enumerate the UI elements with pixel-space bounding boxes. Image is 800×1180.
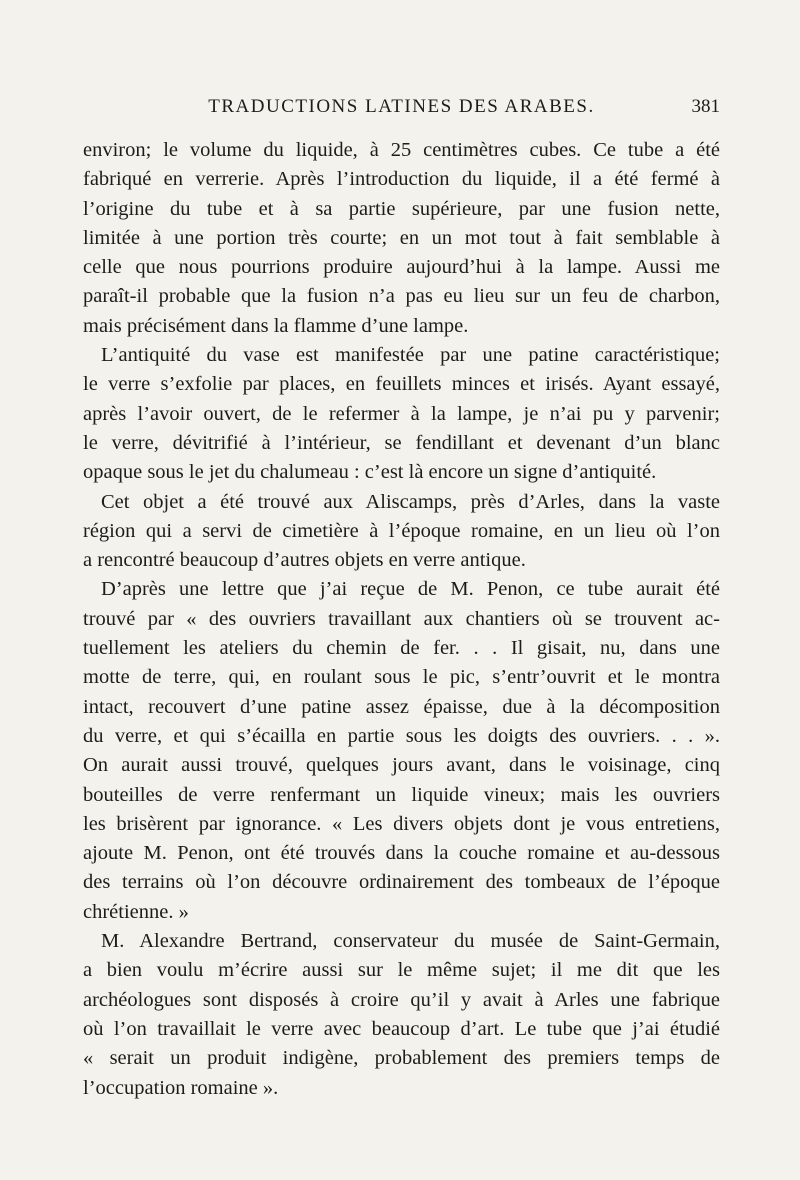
text-line: du verre, et qui s’écailla en partie sous les doigts des ouvriers. . . ».: [83, 724, 720, 747]
text-line: motte de terre, qui, en roulant sous le pic, s’entr’ouvrit et le montra: [83, 666, 720, 689]
text-line: archéologues sont disposés à croire qu’il y avait à Arles une fabrique: [83, 988, 720, 1011]
text-line: le verre, dévitrifié à l’intérieur, se fendillant et devenant d’un blanc: [83, 431, 720, 454]
text-line: celle que nous pourrions produire aujourd’hui à la lampe. Aussi me: [83, 256, 720, 279]
text-line: tuellement les ateliers du chemin de fer. . . Il gisait, nu, dans une: [83, 637, 720, 660]
text-line: des terrains où l’on découvre ordinairement des tombeaux de l’époque: [83, 871, 720, 894]
text-line: ajoute M. Penon, ont été trouvés dans la couche romaine et au-dessous: [83, 842, 720, 865]
text-line: fabriqué en verrerie. Après l’introduction du liquide, il a été fermé à: [83, 168, 720, 191]
running-header: [83, 94, 720, 120]
text-line: intact, recouvert d’une patine assez épaisse, due à la décomposition: [83, 695, 720, 718]
text-line: bouteilles de verre renfermant un liquide vineux; mais les ouvriers: [83, 783, 720, 806]
text-line: On aurait aussi trouvé, quelques jours avant, dans le voisinage, cinq: [83, 754, 720, 777]
text-line: a bien voulu m’écrire aussi sur le même sujet; il me dit que les: [83, 959, 720, 982]
text-line: « serait un produit indigène, probablement des premiers temps de: [83, 1047, 720, 1070]
text-line: le verre s’exfolie par places, en feuillets minces et irisés. Ayant essayé,: [83, 373, 720, 396]
text-line: environ; le volume du liquide, à 25 centimètres cubes. Ce tube a été: [83, 139, 720, 161]
text-line: a rencontré beaucoup d’autres objets en verre antique.: [83, 549, 526, 572]
text-line: D’après une lettre que j’ai reçue de M. Penon, ce tube aurait été: [101, 578, 720, 601]
text-line: chrétienne. »: [83, 900, 189, 923]
text-line: trouvé par « des ouvriers travaillant aux chantiers où se trouvent ac-: [83, 607, 720, 630]
text-line: après l’avoir ouvert, de le refermer à la lampe, je n’ai pu y parvenir;: [83, 402, 720, 425]
text-line: où l’on travaillait le verre avec beaucoup d’art. Le tube que j’ai étudié: [83, 1017, 720, 1040]
running-title: TRADUCTIONS LATINES DES ARABES.: [208, 96, 595, 117]
text-line: Cet objet a été trouvé aux Aliscamps, près d’Arles, dans la vaste: [101, 490, 720, 513]
text-line: opaque sous le jet du chalumeau : c’est là encore un signe d’antiquité.: [83, 461, 657, 484]
text-line: mais précisément dans la flamme d’une lampe.: [83, 314, 469, 337]
text-line: l’origine du tube et à sa partie supérieure, par une fusion nette,: [83, 197, 720, 220]
text-line: M. Alexandre Bertrand, conservateur du musée de Saint-Germain,: [101, 930, 720, 953]
text-line: région qui a servi de cimetière à l’époque romaine, en un lieu où l’on: [83, 519, 720, 542]
text-line: paraît-il probable que la fusion n’a pas eu lieu sur un feu de charbon,: [83, 285, 720, 308]
text-line: les brisèrent par ignorance. « Les divers objets dont je vous entretiens,: [83, 812, 720, 835]
page-number: 381: [691, 96, 720, 117]
text-line: limitée à une portion très courte; en un mot tout à fait semblable à: [83, 226, 720, 249]
text-line: L’antiquité du vase est manifestée par une patine caractéristique;: [101, 344, 720, 367]
body-text: [83, 136, 720, 1103]
text-line: l’occupation romaine ».: [83, 1076, 279, 1099]
